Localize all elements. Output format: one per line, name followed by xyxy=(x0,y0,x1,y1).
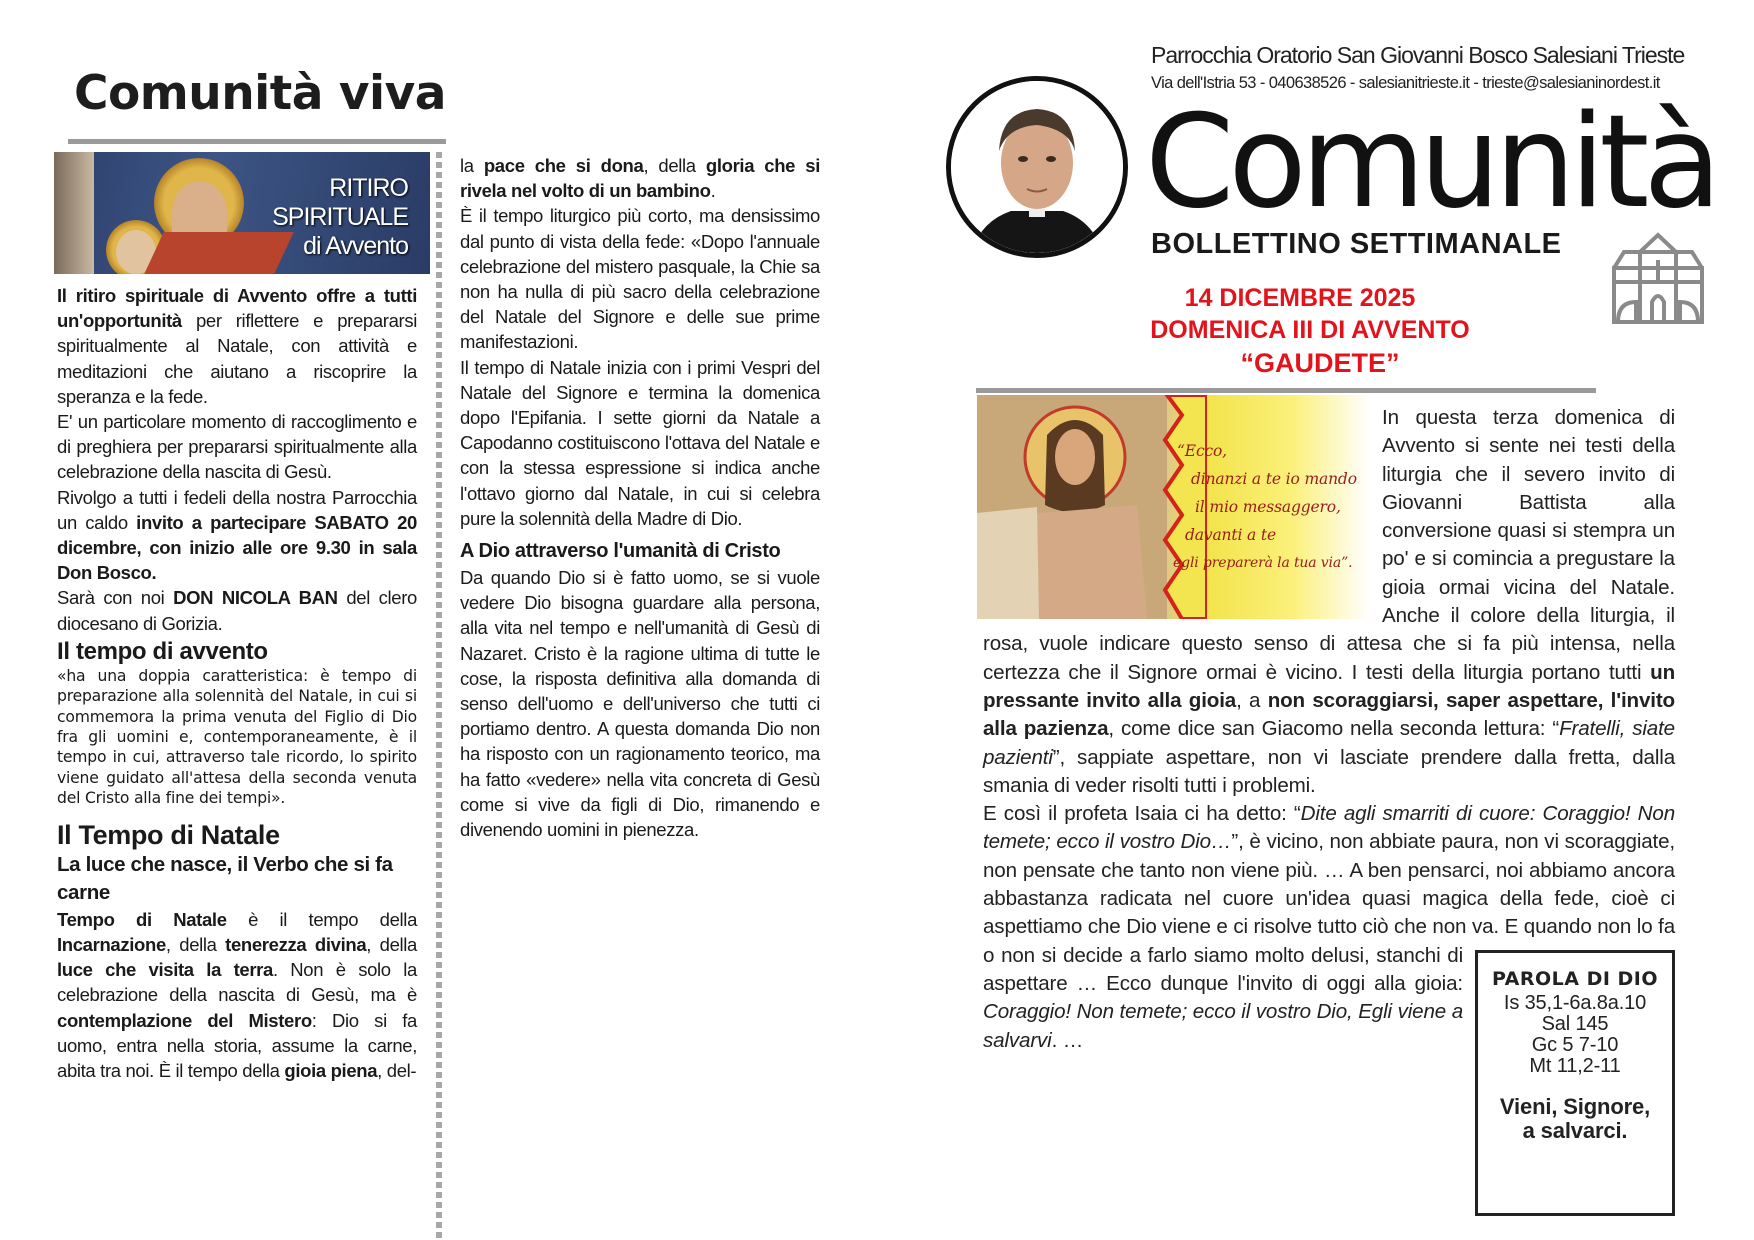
bold-text: gloria che si rivela nel volto di un bambino xyxy=(460,155,821,202)
text-run: Il Tempo di Natale xyxy=(57,819,280,850)
quote-line: davanti a te xyxy=(1185,526,1277,544)
text-run: , della xyxy=(165,933,226,955)
text-run: E così il profeta Isaia ci ha detto: “ xyxy=(983,802,1301,826)
section-heading xyxy=(460,537,820,565)
ritiro-title-line: RITIRO xyxy=(329,174,408,202)
italic-text: Fratelli, siate pazienti xyxy=(983,717,1675,769)
reading: Is 35,1-6a.8a.10 xyxy=(1503,992,1647,1014)
text-run: è il tempo della xyxy=(226,908,418,930)
reading: Sal 145 xyxy=(1541,1013,1609,1035)
text-run: . … xyxy=(1051,1028,1084,1052)
bold-text: DON NICOLA BAN xyxy=(173,587,338,609)
header-divider xyxy=(976,388,1596,393)
page-title: Comunità viva xyxy=(74,66,446,121)
ritiro-spirituale-image xyxy=(54,152,430,274)
bold-text: non scoraggiarsi, saper aspettare, l'invito alla pazienza xyxy=(983,688,1675,741)
bold-text: un pressante invito alla gioia xyxy=(983,660,1675,712)
quote-line: il mio messaggero, xyxy=(1195,498,1341,516)
text-run: la xyxy=(460,155,484,176)
text-run: , della xyxy=(366,933,417,955)
paragraph xyxy=(460,565,820,842)
paragraph xyxy=(460,153,820,203)
text-run: Il tempo di avvento xyxy=(57,637,268,665)
parola-title: PAROLA DI DIO xyxy=(1491,968,1659,990)
quote-line: dinanzi a te io mando xyxy=(1191,470,1357,488)
reading: Gc 5 7-10 xyxy=(1531,1034,1619,1056)
article-body xyxy=(983,404,1675,1216)
text-run: , della xyxy=(643,155,706,176)
text-run: «ha una doppia caratteristica: è tempo di preparazione alla solennità del Natale, in cui si commemora la prima venuta del Figlio di Dio fra gli uomini e, contemporaneamente, è il tempo in cui, attraverso tale ricordo, lo spirito viene guidato all'attesa della seconda venuta del Cristo alla fine dei tempi». xyxy=(57,666,417,808)
paragraph xyxy=(57,485,417,586)
title-divider xyxy=(68,139,446,144)
text-run: A Dio attraverso l'umanità di Cristo xyxy=(460,540,781,563)
text-run: ”, è vicino, non abbiate paura, non vi scoraggiate, non pensate che tanto non viene più. … A ben pensarci, noi abbiamo ancora abbastanza radicata nel cuore un'idea quasi magica della fede, cioè ci aspettiamo che Dio viene e ci risolve tutto ciò che non va. E quando non lo fa o non si decide a farlo siamo molto delusi, stanchi di aspettare … Ecco dunque l'invito di oggi alla gioia: xyxy=(983,830,1675,995)
text-run: ”, sappiate aspettare, non vi lasciate prendere dalla fretta, dalla smania di veder risolti tutti i problemi. xyxy=(983,745,1675,797)
text-run: Rivolgo a tutti i fedeli della nostra Parrocchia un caldo xyxy=(57,486,417,533)
text-run: del clero diocesano di Gorizia. xyxy=(57,587,417,634)
bold-text: gioia piena xyxy=(284,1059,378,1081)
bold-text: tenerezza divina xyxy=(225,933,367,955)
section-heading xyxy=(57,819,417,851)
john-baptist-image xyxy=(977,395,1370,619)
text-run: Da quando Dio si è fatto uomo, se si vuole vedere Dio bisogna guardare alla persona, alla vita nel tempo e nell'umanità di Gesù di Nazaret. Cristo è la ragione ultima di tutte le cose, la risposta definitiva alla domanda di senso dell'uomo e dell'universo che tutti ci portiamo dentro. A questa domanda Dio non ha risposto con un ragionamento teorico, ma ha fatto «vedere» nella vita concreta di Gesù come si vive da figli di Dio, rimanendo e divenendo uomini in pienezza. xyxy=(460,567,820,841)
reading: Mt 11,2-11 xyxy=(1529,1055,1621,1077)
bold-text: Il ritiro spirituale di Avvento offre a tutti un'opportunità xyxy=(57,285,417,332)
bulletin-date: 14 DICEMBRE 2025 xyxy=(1184,284,1416,312)
italic-text: Coraggio! Non temete; ecco il vostro Dio, Egli viene a salvarvi xyxy=(983,1000,1463,1052)
section-heading xyxy=(57,851,417,907)
italic-text: Dite agli smarriti di cuore: Coraggio! Non temete; ecco il vostro Dio… xyxy=(983,802,1675,854)
paragraph xyxy=(57,585,417,635)
ritiro-title-line: di Avvento xyxy=(303,232,408,260)
acclamation-line: a salvarci. xyxy=(1522,1118,1628,1143)
image-quote xyxy=(1173,437,1357,577)
text-run: . xyxy=(710,180,716,202)
bulletin-logo: Comunità xyxy=(1145,88,1716,237)
parish-name: Parrocchia Oratorio San Giovanni Bosco Salesiani Trieste xyxy=(1151,42,1685,68)
acclamation-line: Vieni, Signore, xyxy=(1499,1094,1651,1119)
paragraph xyxy=(460,355,820,531)
ritiro-title-line: SPIRITUALE xyxy=(272,203,408,231)
paragraph xyxy=(57,283,417,409)
bulletin-subtitle: BOLLETTINO SETTIMANALE xyxy=(1151,228,1562,260)
quote-line: egli preparerà la tua via”. xyxy=(1173,555,1353,571)
paragraph xyxy=(57,907,417,1083)
acclamation xyxy=(1478,1095,1672,1143)
text-run: E' un particolare momento di raccoglimento e di preghiera per prepararsi spiritualmente alla celebrazione della nascita di Gesù. xyxy=(57,411,417,483)
text-run: È il tempo liturgico più corto, ma densissimo dal punto di vista della fede: «Dopo l'annuale celebrazione del mistero pasquale, la Chie sa non ha nulla di più sacro della celebrazione del Natale del Signore e delle sue prime manifestazioni. xyxy=(460,205,820,353)
bold-text: luce che visita la terra xyxy=(57,959,273,981)
bold-text: Incarnazione xyxy=(57,933,166,955)
column-separator xyxy=(436,152,442,1240)
bold-text: pace che si dona xyxy=(483,155,644,176)
column-middle xyxy=(460,153,820,842)
text-run: Il tempo di Natale inizia con i primi Vespri del Natale del Signore e termina la domenica dopo l'Epifania. I sette giorni da Natale a Capodanno costituiscono l'ottava del Natale e con la stessa espressione si indica anche l'ottavo giorno dal Natale, in cui si celebra pure la solennità della Madre di Dio. xyxy=(460,356,820,529)
text-run: . Non è solo la celebrazione della nascita di Gesù, ma è xyxy=(57,959,417,1006)
paragraph xyxy=(57,666,417,809)
paragraph xyxy=(460,203,820,354)
text-run: Sarà con noi xyxy=(57,587,174,609)
text-run: , a xyxy=(1236,688,1268,712)
column-left xyxy=(57,283,417,1083)
liturgical-sunday: DOMENICA III DI AVVENTO xyxy=(1150,316,1470,344)
text-run: La luce che nasce, il Verbo che si fa carne xyxy=(57,852,393,904)
don-bosco-portrait xyxy=(946,76,1128,258)
text-run: : Dio si fa uomo, entra nella storia, assume la carne, abita tra noi. È il tempo della xyxy=(57,1009,417,1081)
quote-line: “Ecco, xyxy=(1177,442,1227,460)
church-icon xyxy=(1610,232,1706,324)
sunday-theme: “GAUDETE” xyxy=(1240,348,1400,378)
bold-text: invito a partecipare SABATO 20 dicembre, con inizio alle ore 9.30 in sala Don Bosco. xyxy=(57,511,417,584)
text-run: , del- xyxy=(377,1059,417,1081)
text-run: In questa terza domenica di Avvento si sente nei testi della liturgia che il severo invito di Giovanni Battista alla conversione quasi si stempra un po' e si comincia a pregustare la gioia ormai vicina del Natale. Anche il colore della liturgia, il rosa, vuole indicare questo senso di attesa che si fa più intensa, nella certezza che il Signore ormai è vicino. I testi della liturgia portano tutti xyxy=(983,406,1675,684)
paragraph xyxy=(57,409,417,485)
parish-address: Via dell'Istria 53 - 040638526 - salesianitrieste.it - trieste@salesianinordest.it xyxy=(1151,74,1660,92)
parola-di-dio-box xyxy=(1475,950,1675,1216)
text-run: , come dice san Giacomo nella seconda lettura: “ xyxy=(1108,717,1560,741)
bold-text: contemplazione del Mistero xyxy=(57,1009,312,1031)
text-run: per riflettere e prepararsi spiritualmente al Natale, con attività e meditazioni che aiutano a riscoprire la speranza e la fede. xyxy=(57,310,417,407)
section-heading xyxy=(57,638,417,666)
bold-text: Tempo di Natale xyxy=(57,908,227,930)
